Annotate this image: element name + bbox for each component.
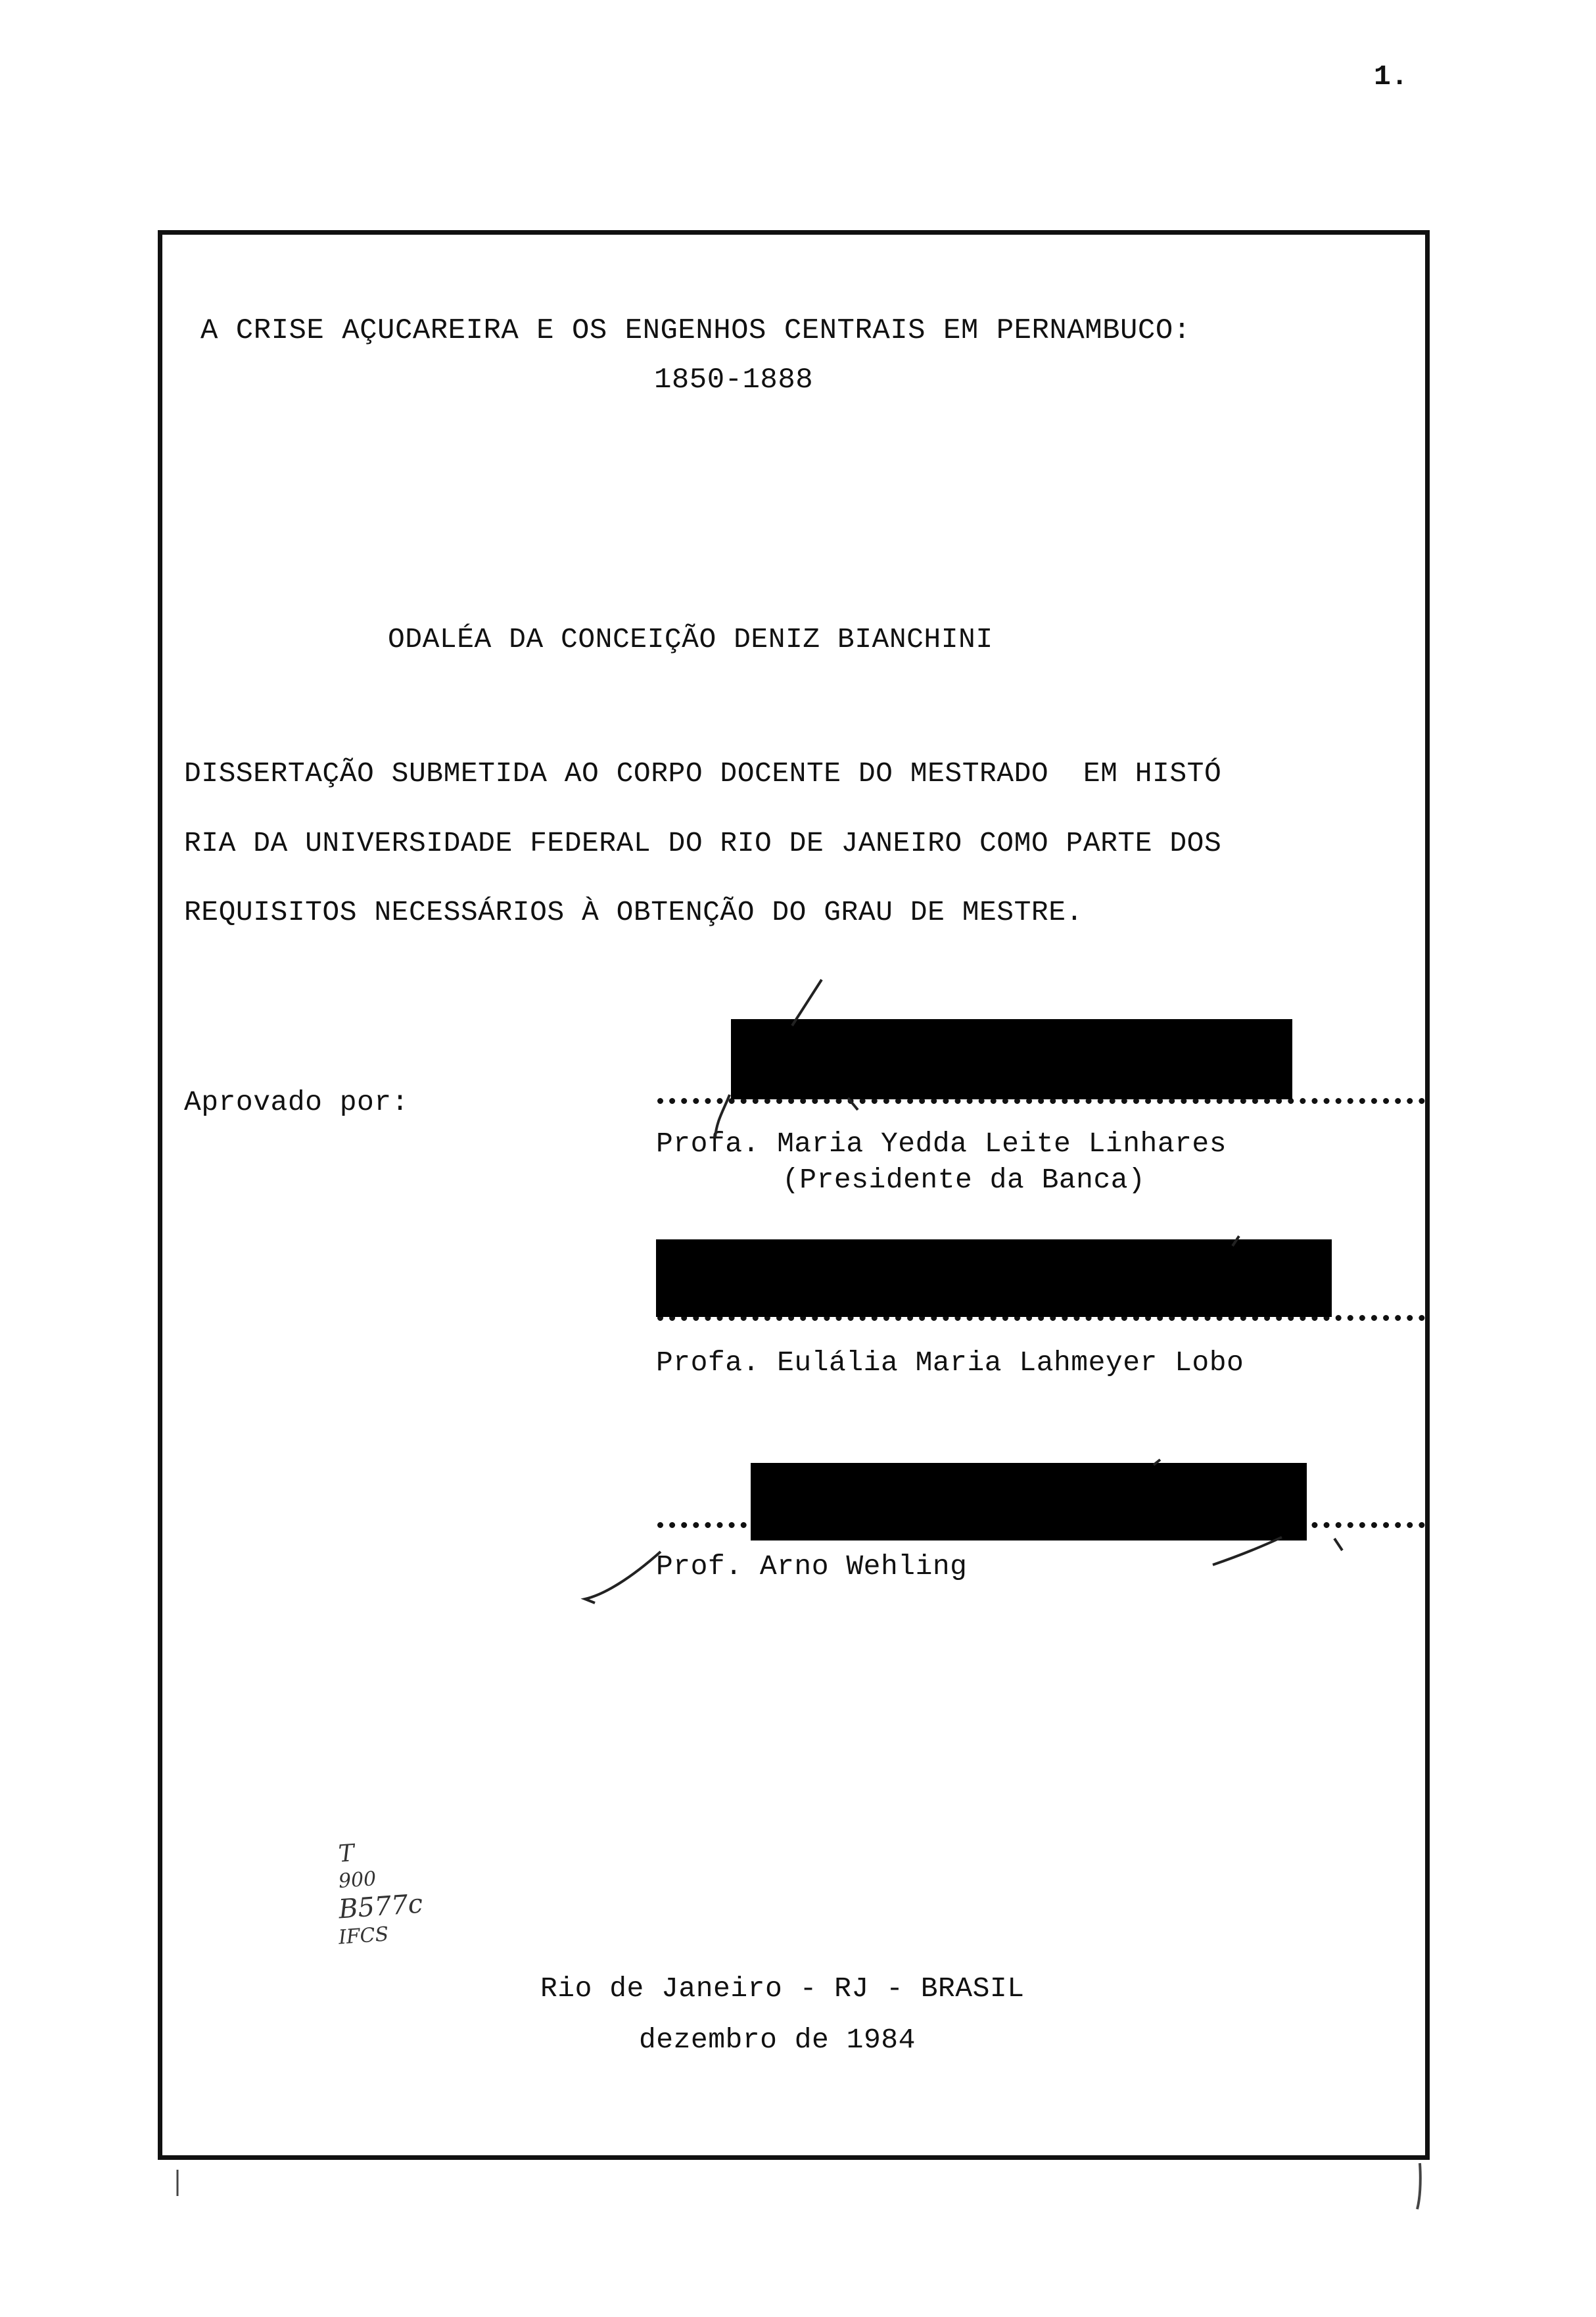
dissertation-line-2: RIA DA UNIVERSIDADE FEDERAL DO RIO DE JANEIRO COMO PARTE DOS [184, 827, 1222, 859]
title-line-2: 1850-1888 [654, 364, 814, 396]
footer-date: dezembro de 1984 [639, 2024, 916, 2056]
approved-by-label: Aprovado por: [184, 1086, 409, 1118]
dissertation-line-3: REQUISITOS NECESSÁRIOS À OBTENÇÃO DO GRAU DE MESTRE. [184, 896, 1083, 928]
margin-speck-right [1417, 2163, 1420, 2209]
author-name: ODALÉA DA CONCEIÇÃO DENIZ BIANCHINI [388, 623, 993, 656]
title-line-1: A CRISE AÇUCAREIRA E OS ENGENHOS CENTRAIS EM PERNAMBUCO: [200, 314, 1191, 347]
dissertation-line-1: DISSERTAÇÃO SUBMETIDA AO CORPO DOCENTE DO MESTRADO EM HISTÓ [184, 757, 1222, 790]
redacted-signature-3 [751, 1463, 1307, 1541]
redacted-signature-2 [656, 1239, 1332, 1317]
redacted-signature-1 [731, 1019, 1292, 1099]
signatory-name-1: Profa. Maria Yedda Leite Linhares [656, 1128, 1227, 1160]
footer-place: Rio de Janeiro - RJ - BRASIL [540, 1972, 1025, 2005]
catalog-note-line-4: IFCS [337, 1923, 390, 1949]
signatory-name-2: Profa. Eulália Maria Lahmeyer Lobo [656, 1347, 1244, 1379]
signatory-name-3: Prof. Arno Wehling [656, 1550, 968, 1583]
catalog-note-line-1: T [337, 1840, 356, 1868]
catalog-note-line-2: 900 [337, 1867, 377, 1893]
signatory-role-1: (Presidente da Banca) [782, 1164, 1146, 1196]
catalog-note-line-3: B577c [337, 1888, 424, 1925]
page-number: 1. [1374, 60, 1409, 93]
